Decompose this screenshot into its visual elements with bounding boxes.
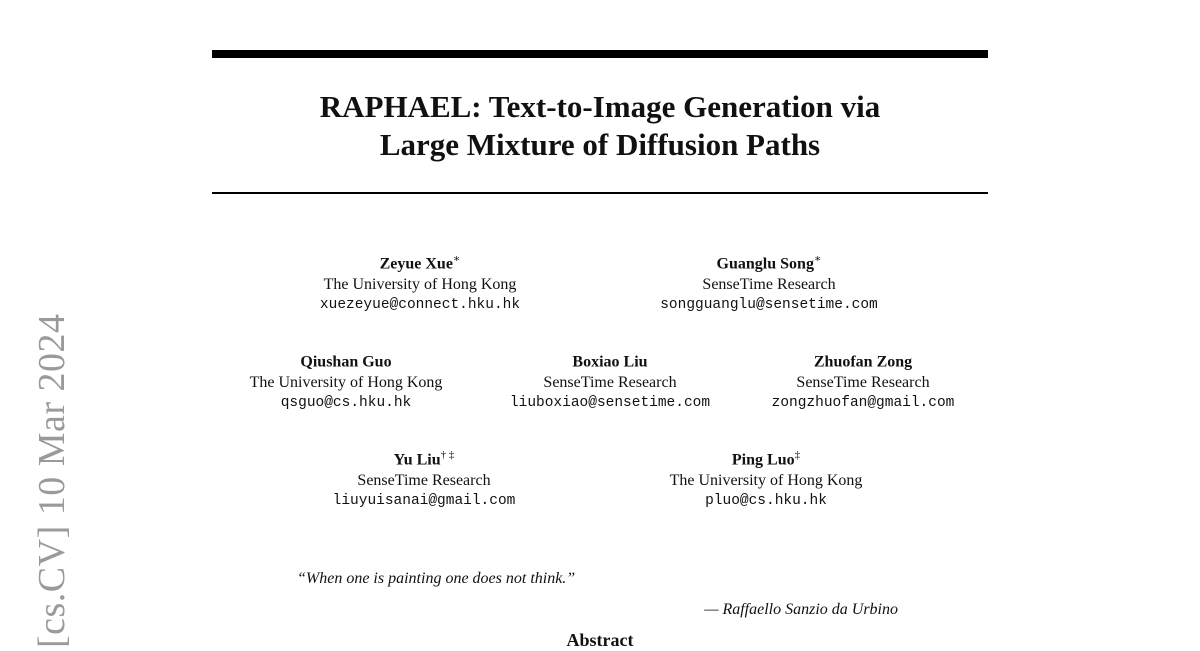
author-name: Ping Luo [731,451,795,469]
author-block [772,347,955,414]
author-block [320,249,520,316]
author-email: songguanglu@sensetime.com [660,297,878,314]
author-email: liuboxiao@sensetime.com [509,395,711,412]
author-block [660,249,878,316]
author-affiliation: SenseTime Research [543,374,677,392]
author-mark: ∗ [813,253,822,265]
title-top-rule [212,50,988,58]
author-name: Guanglu Song [716,255,814,273]
author-affiliation: SenseTime Research [357,472,491,490]
author-mark: ‡ [794,449,801,461]
title-line-1: RAPHAEL: Text-to-Image Generation via [319,89,881,124]
author-email: qsguo@cs.hku.hk [280,395,412,412]
author-affiliation: The University of Hong Kong [669,472,863,490]
author-name: Qiushan Guo [300,353,392,371]
author-email: liuyuisanai@gmail.com [332,493,516,510]
author-mark: † ‡ [440,449,455,461]
author-name: Yu Liu [393,451,441,469]
author-block [670,445,863,512]
title-bottom-rule [212,192,988,194]
author-affiliation: The University of Hong Kong [249,374,443,392]
author-email: xuezeyue@connect.hku.hk [319,297,521,314]
abstract-heading: Abstract [566,630,634,650]
author-email: pluo@cs.hku.hk [705,493,827,510]
author-name: Boxiao Liu [572,353,648,371]
author-affiliation: The University of Hong Kong [323,276,517,294]
arxiv-stamp: [cs.CV] 10 Mar 2024 [31,313,73,648]
author-name: Zeyue Xue [379,255,453,273]
author-block [510,347,710,414]
author-affiliation: SenseTime Research [702,276,836,294]
epigraph-attribution: — Raffaello Sanzio da Urbino [704,601,898,618]
author-mark: ∗ [452,253,461,265]
author-affiliation: SenseTime Research [796,374,930,392]
author-block [333,445,516,512]
author-email: zongzhuofan@gmail.com [771,395,955,412]
author-name: Zhuofan Zong [813,353,913,371]
author-block [250,347,443,414]
paper-title [212,88,988,164]
epigraph-quote: “When one is painting one does not think.” [297,570,576,587]
title-line-2: Large Mixture of Diffusion Paths [379,127,821,162]
